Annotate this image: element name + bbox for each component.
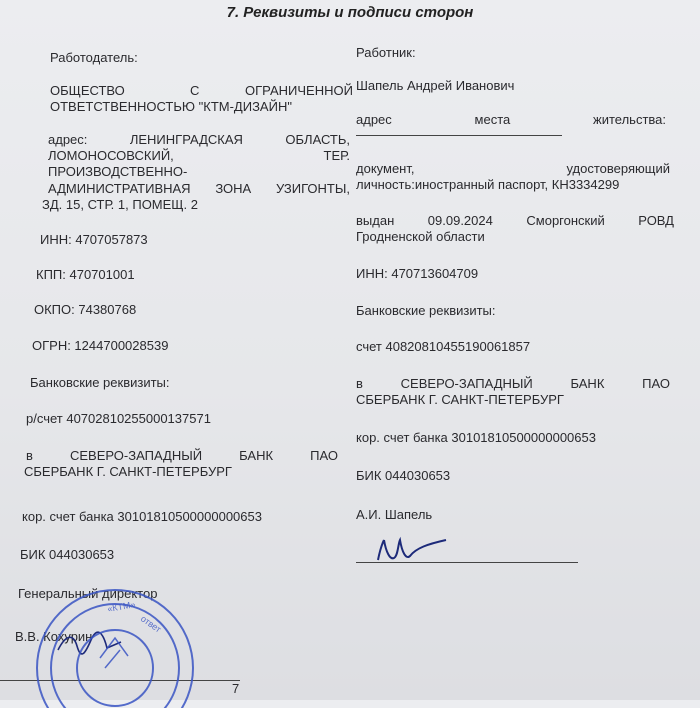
section-title: 7. Реквизиты и подписи сторон (226, 4, 474, 21)
employer-name-w1: ОБЩЕСТВО (50, 83, 125, 98)
employer-name-line2: ОТВЕТСТВЕННОСТЬЮ "КТМ-ДИЗАЙН" (50, 99, 292, 114)
employer-bik: БИК 044030653 (20, 547, 115, 562)
employer-heading: Работодатель: (50, 50, 138, 65)
employee-document-l2: личность:иностранный паспорт, КН3334299 (356, 177, 620, 192)
employer-signatory: В.В. Кохурин (15, 629, 93, 644)
svg-text:ответ: ответ (138, 613, 163, 635)
employee-address: адрес места жительства: (356, 112, 666, 127)
page-number: 7 (232, 681, 240, 696)
employee-document-l1: документ, удостоверяющий (356, 161, 670, 176)
employer-bank-l1: в СЕВЕРО-ЗАПАДНЫЙ БАНК ПАО (26, 448, 338, 463)
employer-bank-heading: Банковские реквизиты: (30, 375, 170, 390)
employer-kpp: КПП: 470701001 (36, 267, 135, 282)
employer-address-l1: адрес: ЛЕНИНГРАДСКАЯ ОБЛАСТЬ, (48, 132, 350, 147)
employee-heading: Работник: (356, 45, 416, 60)
employer-address-l4: АДМИНИСТРАТИВНАЯ ЗОНА УЗИГОНТЫ, (48, 181, 350, 196)
employee-bank-heading: Банковские реквизиты: (356, 303, 496, 318)
svg-text:«КТМ»: «КТМ» (106, 599, 137, 614)
employer-bank-l2: СБЕРБАНК Г. САНКТ-ПЕТЕРБУРГ (24, 464, 232, 479)
employer-ogrn: ОГРН: 1244700028539 (32, 338, 169, 353)
employee-address-line (356, 135, 562, 136)
employee-bank-l1: в СЕВЕРО-ЗАПАДНЫЙ БАНК ПАО (356, 376, 670, 391)
employee-signature-line (356, 562, 578, 563)
employer-name-w2: С (190, 83, 200, 98)
employer-position: Генеральный директор (18, 586, 158, 601)
employer-okpo: ОКПО: 74380768 (34, 302, 137, 317)
employee-issued-l1: выдан 09.09.2024 Сморгонский РОВД (356, 213, 674, 228)
employer-address-l2: ЛОМОНОСОВСКИЙ, ТЕР. (48, 148, 350, 163)
employee-name: Шапель Андрей Иванович (356, 78, 515, 93)
employer-address-l5: ЗД. 15, СТР. 1, ПОМЕЩ. 2 (42, 197, 198, 212)
employee-corr: кор. счет банка 30101810500000000653 (356, 430, 596, 445)
employer-corr: кор. счет банка 30101810500000000653 (22, 509, 262, 524)
company-stamp (20, 588, 200, 708)
employee-signatory: А.И. Шапель (356, 507, 433, 522)
employer-account: р/счет 40702810255000137571 (26, 411, 211, 426)
employer-inn: ИНН: 4707057873 (40, 232, 148, 247)
employee-bik: БИК 044030653 (356, 468, 451, 483)
employee-issued-l2: Гродненской области (356, 229, 485, 244)
employer-name-w3: ОГРАНИЧЕННОЙ (245, 83, 353, 98)
employee-account: счет 40820810455190061857 (356, 339, 531, 354)
employee-signature (368, 530, 448, 570)
employee-inn: ИНН: 470713604709 (356, 266, 479, 281)
employer-address-l3: ПРОИЗВОДСТВЕННО- (48, 164, 188, 179)
employee-bank-l2: СБЕРБАНК Г. САНКТ-ПЕТЕРБУРГ (356, 392, 564, 407)
